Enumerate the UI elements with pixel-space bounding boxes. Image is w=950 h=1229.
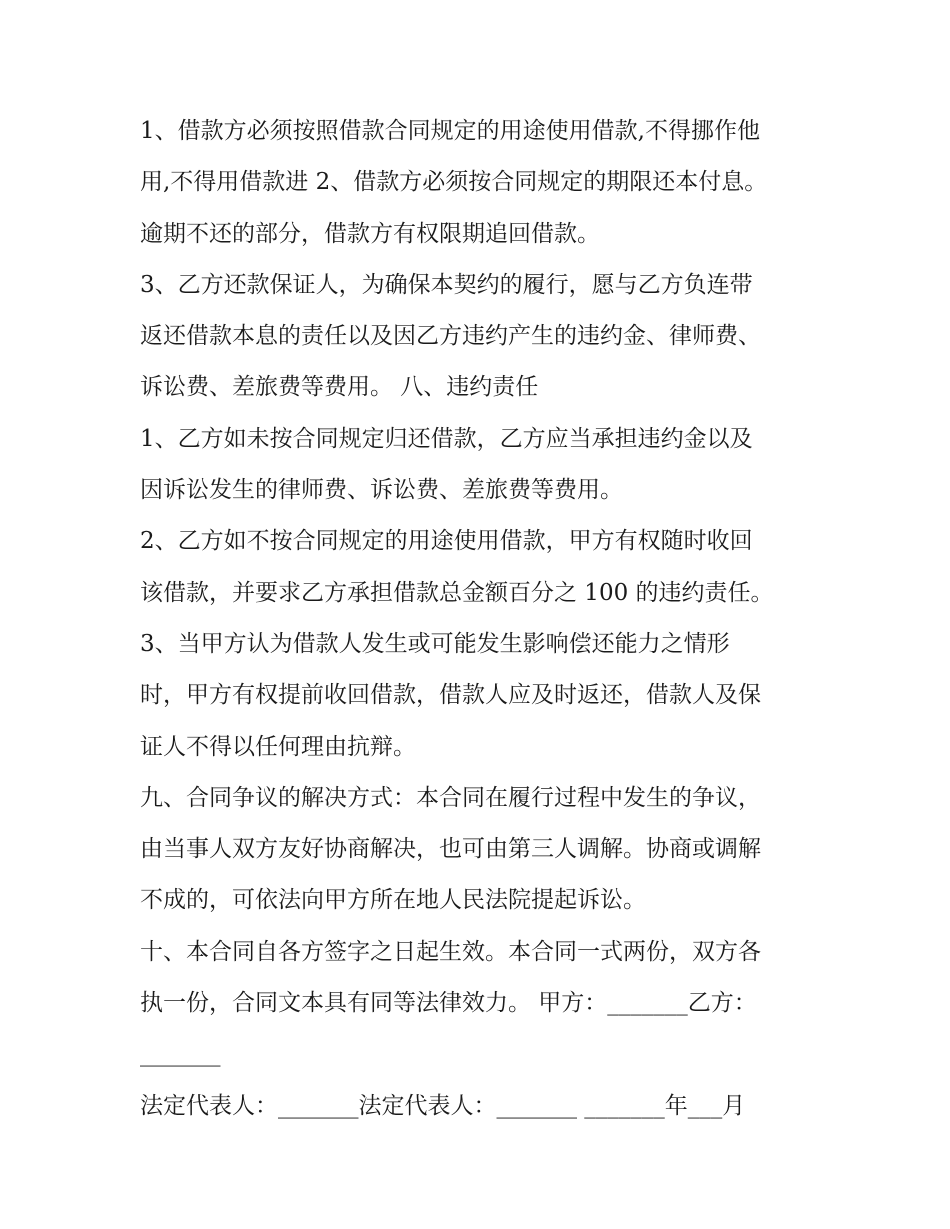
text-line: 3、乙方还款保证人，为确保本契约的履行，愿与乙方负连带 — [140, 271, 753, 298]
text-line: 十、本合同自各方签字之日起生效。本合同一式两份，双方各 — [140, 938, 761, 965]
text-line: 由当事人双方友好协商解决，也可由第三人调解。协商或调解 — [140, 836, 761, 863]
text-line: 证人不得以任何理由抗辩。 — [140, 733, 416, 760]
signature-blank: _______ — [140, 1041, 221, 1068]
text-line: 返还借款本息的责任以及因乙方违约产生的违约金、律师费、 — [140, 323, 761, 350]
text-line: 1、乙方如未按合同规定归还借款，乙方应当承担违约金以及 — [140, 425, 753, 452]
signature-line: 法定代表人：_______法定代表人：_______ _______年___月 — [140, 1092, 746, 1119]
text-line: 不成的，可依法向甲方所在地人民法院提起诉讼。 — [140, 887, 646, 914]
text-line: 执一份，合同文本具有同等法律效力。 甲方：_______乙方： — [140, 990, 757, 1017]
text-line: 用,不得用借款进 2、借款方必须按合同规定的期限还本付息。 — [140, 169, 768, 196]
text-line: 逾期不还的部分，借款方有权限期追回借款。 — [140, 220, 600, 247]
text-line: 时，甲方有权提前收回借款，借款人应及时返还，借款人及保 — [140, 682, 761, 709]
text-line: 因诉讼发生的律师费、诉讼费、差旅费等费用。 — [140, 477, 623, 504]
text-line: 该借款，并要求乙方承担借款总金额百分之 100 的违约责任。 — [140, 579, 774, 606]
text-line: 九、合同争议的解决方式：本合同在履行过程中发生的争议， — [140, 784, 761, 811]
contract-text — [140, 108, 830, 1134]
text-line: 2、乙方如不按合同规定的用途使用借款，甲方有权随时收回 — [140, 528, 753, 555]
text-line: 3、当甲方认为借款人发生或可能发生影响偿还能力之情形 — [140, 630, 730, 657]
text-line: 诉讼费、差旅费等费用。 八、违约责任 — [140, 374, 539, 401]
text-line: 1、借款方必须按照借款合同规定的用途使用借款,不得挪作他 — [140, 118, 760, 144]
